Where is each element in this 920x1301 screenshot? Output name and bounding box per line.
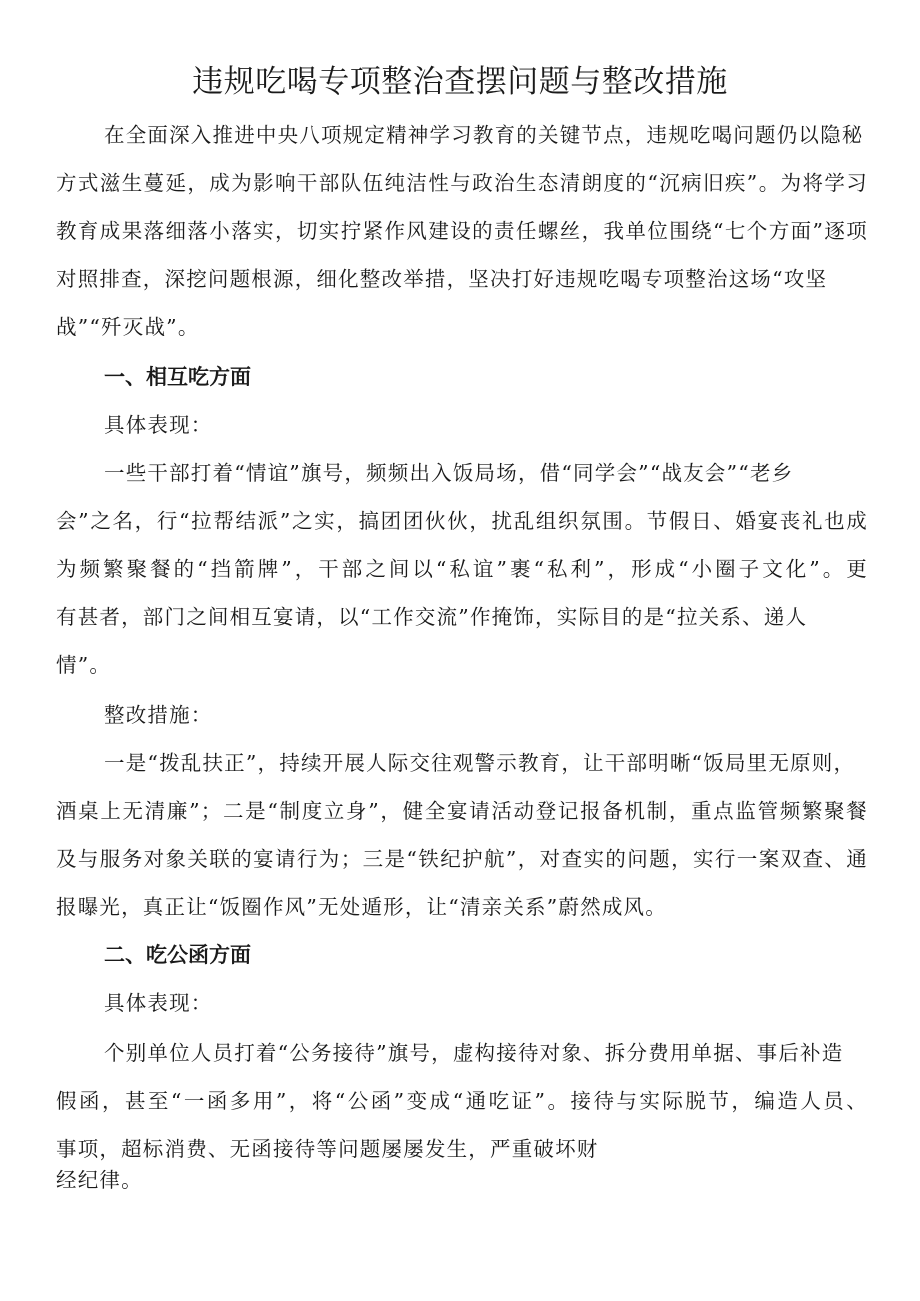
section-1-manifest-line-5: 情”。 [56,653,112,677]
intro-line-2: 方式滋生蔓延，成为影响干部队伍纯洁性与政治生态清朗度的“沉病旧疾”。为将学习 [56,171,868,195]
section-2-heading: 二、吃公函方面 [104,943,251,967]
intro-line-3: 教育成果落细落小落实，切实拧紧作风建设的责任螺丝，我单位围绕“七个方面”逐项 [56,219,868,243]
document-title: 违规吃喝专项整治查摆问题与整改措施 [192,64,728,100]
intro-line-4: 对照排查，深挖问题根源，细化整改举措，坚决打好违规吃喝专项整治这场“攻坚 [56,267,828,291]
section-1-manifest-line-2: 会”之名，行“拉帮结派”之实，搞团团伙伙，扰乱组织氛围。节假日、婚宴丧礼也成 [56,509,868,533]
section-1-manifest-label: 具体表现： [104,413,213,437]
section-1-measures-line-2: 酒桌上无清廉”；二是“制度立身”，健全宴请活动登记报备机制，重点监管频繁聚餐 [56,799,868,823]
section-2-manifest-line-2: 假函，甚至“一函多用”，将“公函”变成“通吃证”。接待与实际脱节，编造人员、 [56,1089,868,1113]
intro-line-1: 在全面深入推进中央八项规定精神学习教育的关键节点，违规吃喝问题仍以隐秘 [104,123,864,147]
section-1-heading: 一、相互吃方面 [104,365,251,389]
section-2-manifest-line-4: 经纪律。 [56,1168,143,1192]
section-2-manifest-line-1: 个别单位人员打着“公务接待”旗号，虚构接待对象、拆分费用单据、事后补造 [104,1041,844,1065]
section-2-manifest-label: 具体表现： [104,991,213,1015]
section-1-manifest-line-3: 为频繁聚餐的“挡箭牌”，干部之间以“私谊”裹“私利”，形成“小圈子文化”。更 [56,557,868,581]
section-1-measures-label: 整改措施： [104,703,213,727]
section-1-manifest-line-4: 有甚者，部门之间相互宴请，以“工作交流”作掩饰，实际目的是“拉关系、递人 [56,605,808,629]
section-2-manifest-line-3: 事项，超标消费、无函接待等问题屡屡发生，严重破坏财 [56,1137,599,1161]
section-1-manifest-line-1: 一些干部打着“情谊”旗号，频频出入饭局场，借“同学会”“战友会”“老乡 [104,461,794,485]
section-1-measures-line-1: 一是“拨乱扶正”，持续开展人际交往观警示教育，让干部明晰“饭局里无原则， [104,751,856,775]
section-1-measures-line-3: 及与服务对象关联的宴请行为；三是“铁纪护航”，对查实的问题，实行一案双查、通 [56,847,868,871]
section-1-measures-line-4: 报曝光，真正让“饭圈作风”无处遁形，让“清亲关系”蔚然成风。 [56,895,667,919]
intro-line-5: 战”“歼灭战”。 [56,315,200,339]
